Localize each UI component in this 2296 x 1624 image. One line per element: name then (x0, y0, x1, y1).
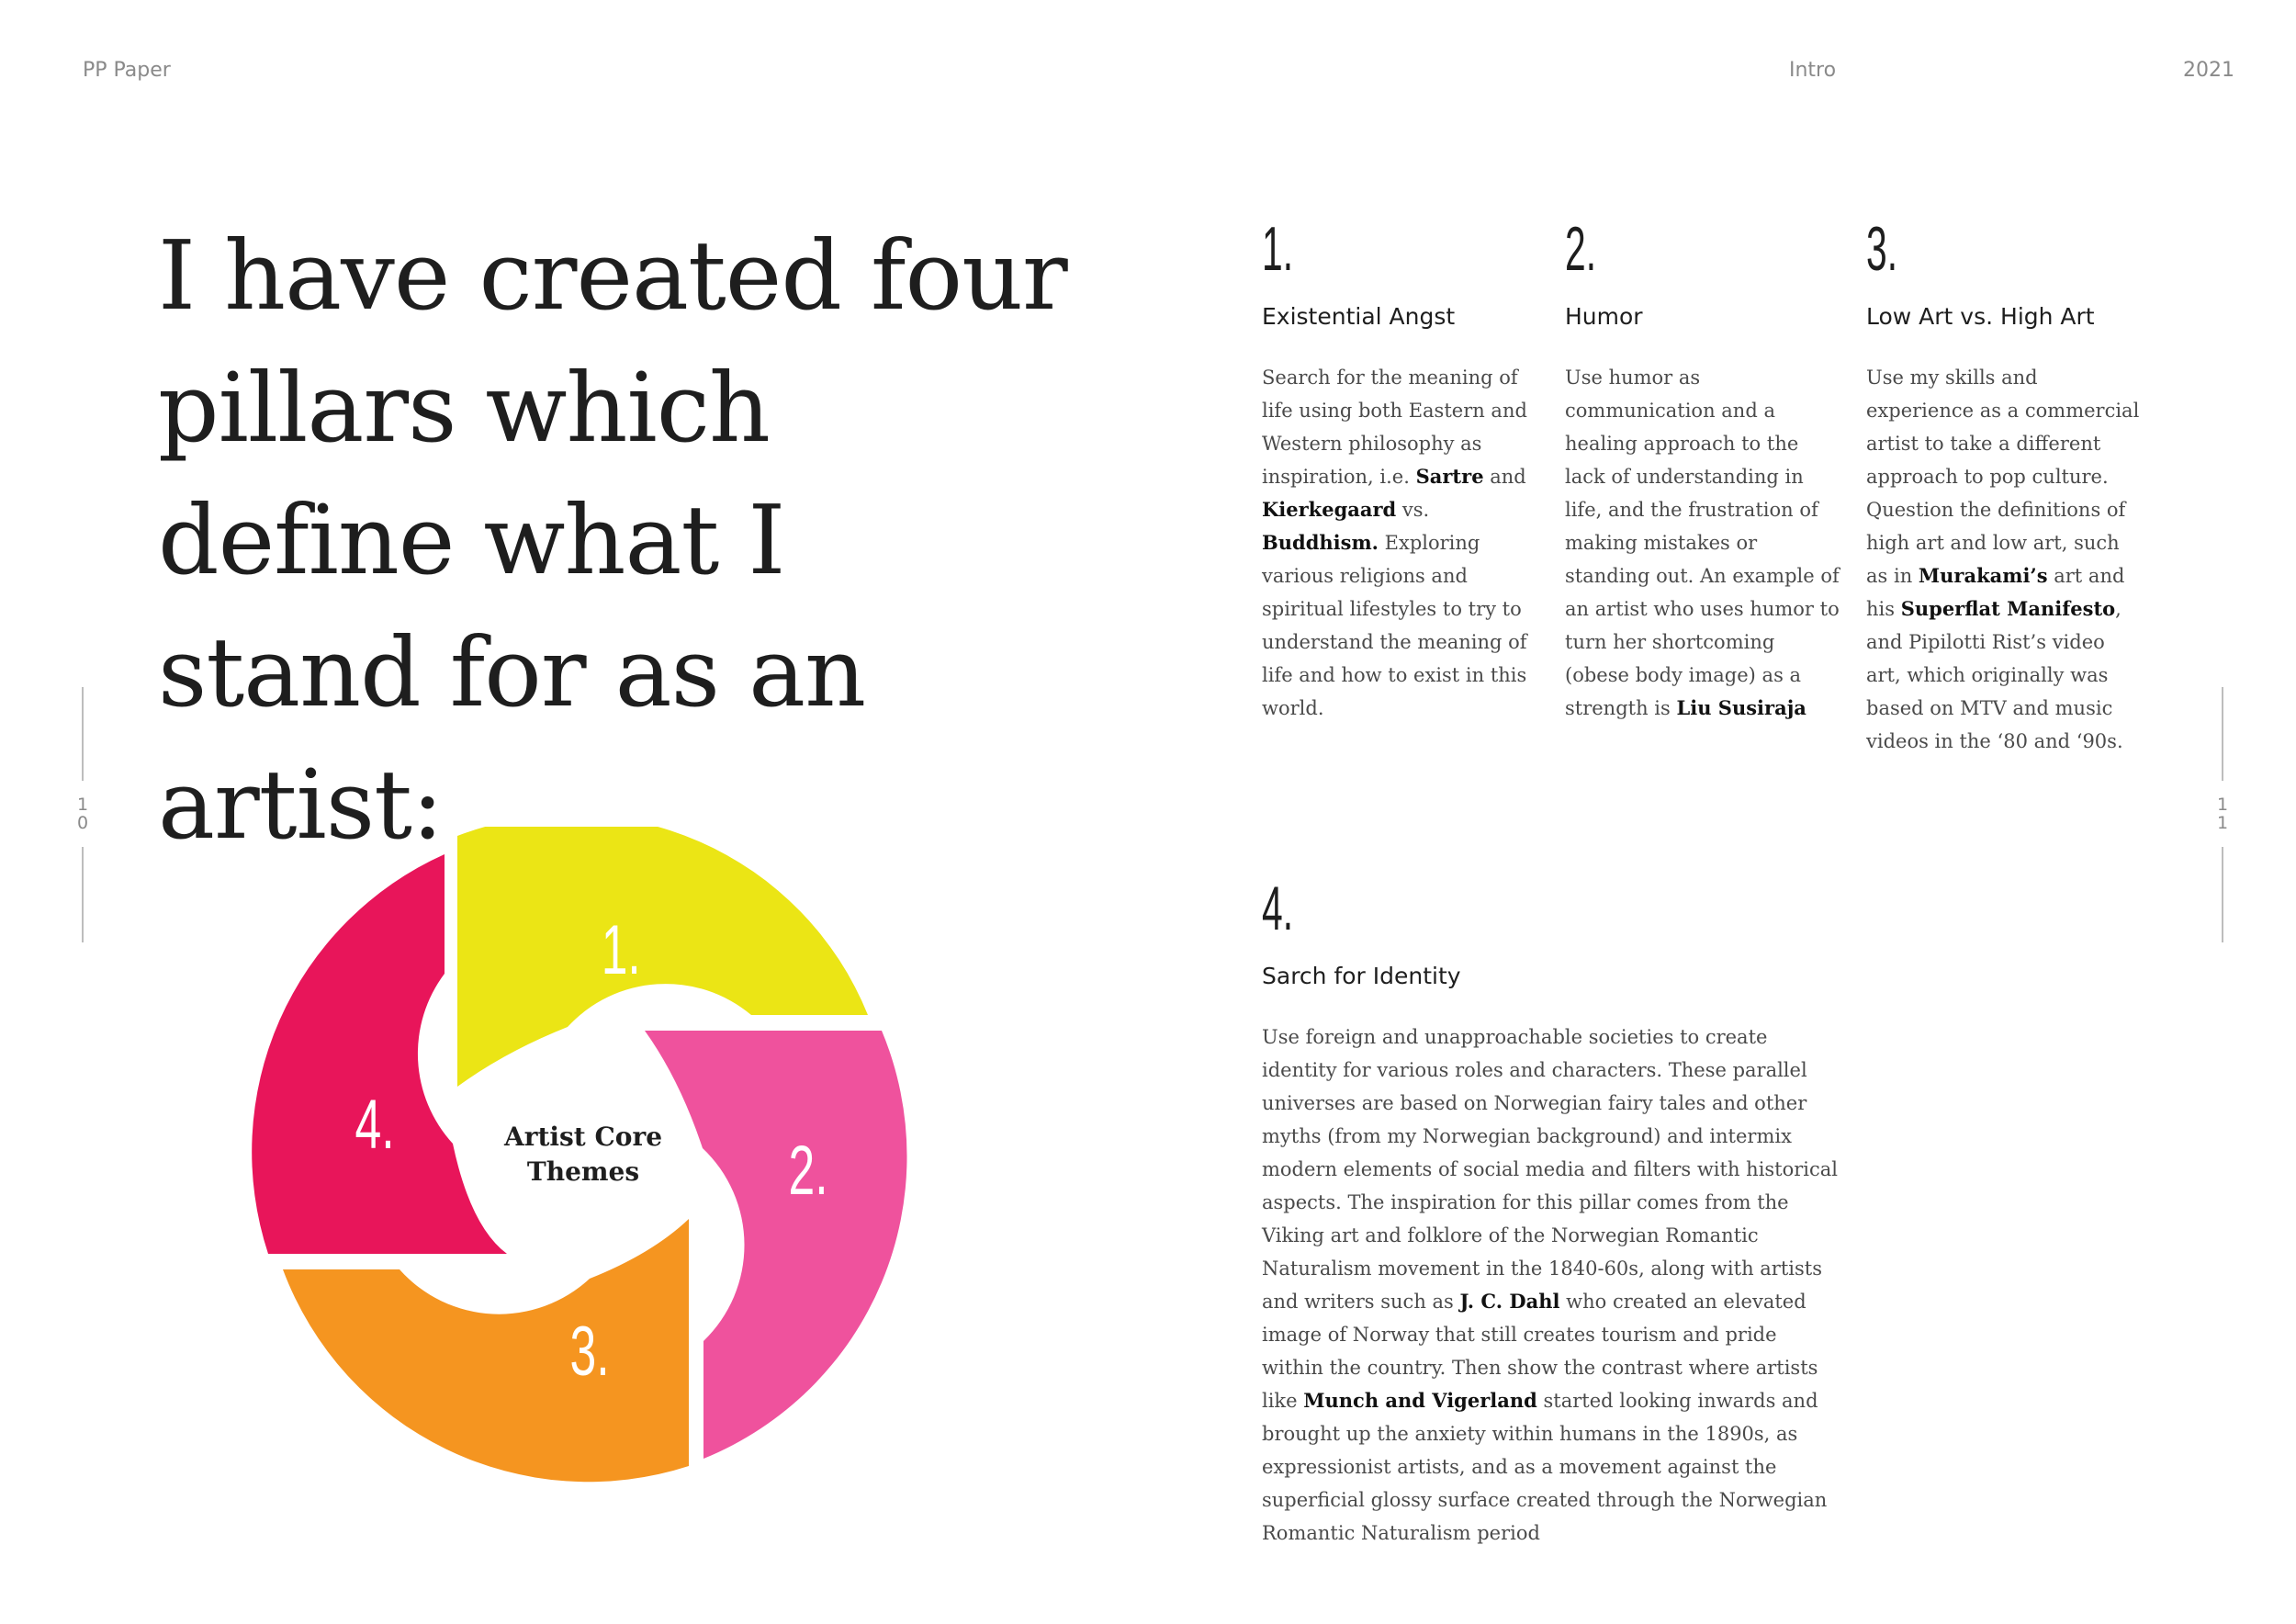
page-number-rule-bottom-left (82, 847, 84, 942)
page-headline: I have created four pillars which define what I stand for as an artist: (158, 220, 1067, 861)
pillar-number: 4. (1262, 874, 1294, 943)
running-header-right: 2021 (2183, 59, 2234, 82)
bold-reference: Buddhism. (1262, 531, 1379, 554)
pillar-title: Low Art vs. High Art (1866, 303, 2095, 330)
diagram-label-3: 3. (569, 1312, 610, 1391)
diagram-segment-3 (283, 1219, 689, 1482)
diagram-label-1: 1. (601, 910, 641, 989)
body-text: Exploring various religions and spiritual lifestyles to try to understand the meaning of life and how to exist in this world. (1262, 532, 1527, 719)
page-number-rule-top-left (82, 687, 84, 781)
pillar-number: 1. (1262, 214, 1294, 284)
body-text: art and his (1866, 565, 2125, 620)
pillar-number: 3. (1866, 214, 1898, 284)
diagram-center-label-line2: Themes (526, 1156, 640, 1187)
page-number-right: 1 1 (2216, 795, 2229, 833)
pillar-body (1262, 361, 1537, 725)
bold-reference: Liu Susiraja (1676, 696, 1806, 719)
bold-reference: Sartre (1415, 465, 1484, 488)
bold-reference: Munch and Vigerland (1303, 1389, 1537, 1412)
body-text: who created an elevated image of Norway that still creates tourism and pride within the country. Then show the contrast where artists like (1262, 1291, 1818, 1412)
body-text: vs. (1396, 499, 1430, 521)
pillar-2 (1565, 213, 1840, 725)
pillar-3 (1866, 213, 2142, 758)
bold-reference: Superflat Manifesto (1900, 597, 2116, 620)
body-text: Use my skills and experience as a commercial artist to take a different approach to pop culture. Question the definitions of high art and low art, such as in (1866, 367, 2140, 587)
diagram-center-label-line1: Artist Core (503, 1122, 663, 1152)
bold-reference: Kierkegaard (1262, 498, 1397, 521)
pillar-body (1565, 361, 1840, 725)
body-text: Use foreign and unapproachable societies to create identity for various roles and characters. These parallel universes are based on Norwegian fairy tales and other myths (from my Norwegian background) and intermix modern elements of social media and filters with historical aspects. The inspiration for this pillar comes from the Viking art and folklore of the Norwegian Romantic Naturalism movement in the 1840-60s, along with artists and writers such as (1262, 1026, 1839, 1313)
body-text: Search for the meaning of life using both Eastern and Western philosophy as inspiration, i.e. (1262, 367, 1527, 488)
pillar-title: Humor (1565, 303, 1643, 330)
body-text: and (1483, 466, 1526, 488)
core-themes-diagram (248, 827, 918, 1497)
body-text: , and Pipilotti Rist’s video art, which originally was based on MTV and music videos in the ‘80 and ‘90s. (1866, 598, 2123, 752)
pillar-body (1866, 361, 2142, 758)
pillar-1 (1262, 213, 1537, 725)
running-header-left: PP Paper (83, 59, 171, 82)
pillar-title: Sarch for Identity (1262, 963, 1461, 989)
diagram-label-4: 4. (355, 1085, 395, 1164)
pillar-number: 2. (1565, 214, 1597, 284)
pillar-title: Existential Angst (1262, 303, 1456, 330)
diagram-label-2: 2. (788, 1131, 828, 1210)
body-text: Use humor as communication and a healing approach to the lack of understanding in life, and the frustration of making mistakes or standing out. An example of an artist who uses humor to turn her shortcoming (obese body image) as a strength is (1565, 367, 1840, 719)
body-text: started looking inwards and brought up the anxiety within humans in the 1890s, as expressionist artists, and as a movement against the superficial glossy surface created through the Norwegian Romantic Naturalism period (1262, 1390, 1828, 1544)
page-number-rule-top-right (2222, 687, 2223, 781)
running-header-center: Intro (1789, 59, 1837, 82)
bold-reference: Murakami’s (1918, 564, 2048, 587)
page-number-rule-bottom-right (2222, 847, 2223, 942)
pillar-4 (1262, 873, 1840, 1550)
pillar-body (1262, 1021, 1840, 1550)
bold-reference: J. C. Dahl (1459, 1290, 1560, 1313)
page-number-left: 1 0 (76, 795, 89, 833)
